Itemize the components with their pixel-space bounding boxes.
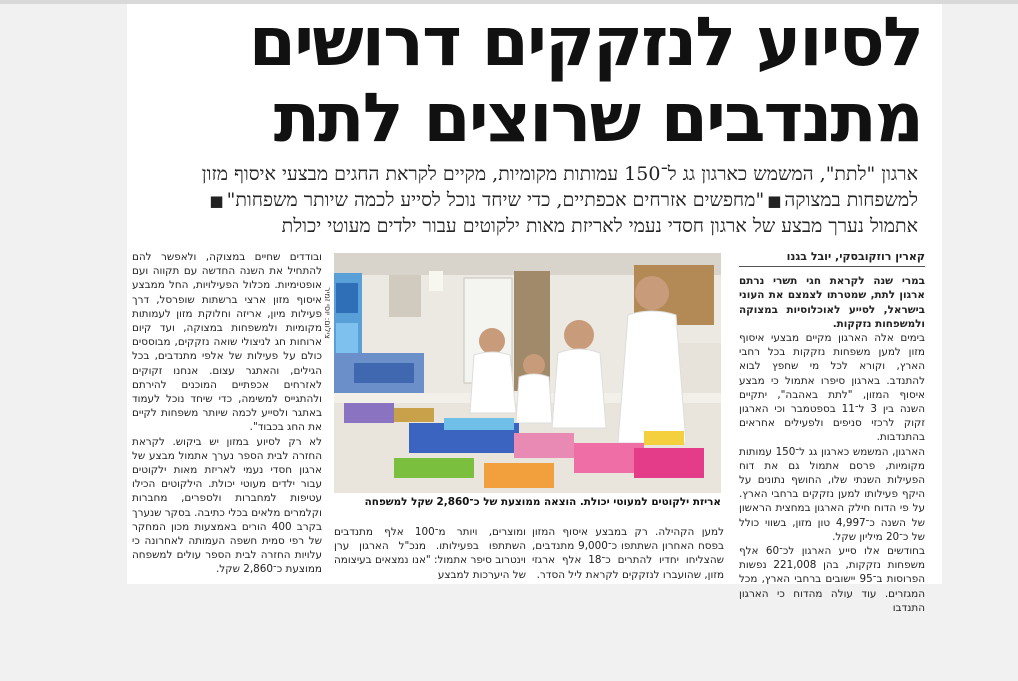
article-column-middle-right bbox=[532, 525, 724, 583]
photo-caption: אריזת ילקוטים למעוטי יכולת. הוצאה ממוצעת של כ־2,860 שקל למשפחה bbox=[364, 496, 721, 508]
photo-illustration bbox=[334, 253, 721, 493]
paragraph: ובודדים שחיים במצוקה, ולאפשר להם להתחיל את השנה החדשה עם תקווה ועם אופטימיות. מכלול הפעילויות, החל ממבצע איסוף מזון ארצי ברשתות שופרסל, דרך פעילות מיון, אריזה וחלוקת מזון לעמותות מקומיות ולמשפחות במצוקה, ועד קיום ארוחות חג לניצולי שואה נזקקים, מבוססים כולם על פעילות של אלפי מתנדבים, בכל הגילים, והאתגר עצום. אנחנו זקוקים לאזרחים אכפתיים המוכנים להירתם ולהתגייס למשימה, כדי שיחד נוכל לעמוד באתגר ולסייע לכמה שיותר משפחות לקיים את החג בכבוד". bbox=[132, 251, 322, 434]
bullet-square-icon: ■ bbox=[209, 192, 224, 210]
subheadline-line-2 bbox=[138, 188, 918, 214]
subheadline-part-a: למשפחות במצוקה bbox=[784, 189, 918, 211]
byline: קארין רוזקובסקי, יובל בגנו bbox=[739, 250, 925, 267]
paragraph: הארגון, המשמש כארגון גג ל־150 עמותות מקומיות, פרסם אתמול גם את דוח הפעילות השנתי שלו, החושף נתונים על היקף פעילותו למען נזקקים ברחבי הארץ. על פי הדוח חילק הארגון במחצית הראשון של השנה כ־4,997 טון מזון, בשווי כולל של כ־20 מיליון שקל. bbox=[739, 445, 926, 543]
article-column-middle-left bbox=[334, 525, 526, 583]
photo-credit bbox=[322, 253, 333, 373]
headline-line-2: מתנדבים שרוצים לתת bbox=[273, 79, 922, 158]
paragraph: בחודשים אלו סייע הארגון לכ־60 אלף משפחות נזקקות, בהן 221,008 נפשות הפרוסות ב־95 יישובים ברחבי הארץ, מכל המגזרים. עוד עולה מהדוח כי הארגון התנדבו bbox=[739, 545, 925, 614]
subheadline-part-b: "מחפשים אזרחים אכפתיים, כדי שיחד נוכל לסייע לכמה שיותר משפחות" bbox=[226, 189, 765, 211]
article-column-right bbox=[739, 250, 926, 614]
paragraph: למען הקהילה. רק במבצע איסוף המזון בפסח האחרון השתתפו כ־9,000 מתנדבים, שהצליחו יחדיו להתרים כ־18 אלף ארגזי מזון, שהועברו לנזקקים לקראת ליל הסדר. bbox=[532, 526, 724, 581]
headline-line-1: לסיוע לנזקקים דרושים bbox=[248, 3, 922, 82]
paragraph: בימים אלה הארגון מקיים מבצעי איסוף מזון למען משפחות נזקקות בכל רחבי הארץ, וקורא לכל מי שחפץ לבוא להתנדב. בארגון סיפרו אתמול כי מבצע איסוף המזון, "לתת באהבה", יתקיים השנה בין 3 ל־11 בספטמבר וכי הארגון זקוק לרכזי סניפים ולפעילים אחראים בהתנדבות. bbox=[739, 332, 925, 444]
paragraph: ומוצרים, ויותר מ־100 אלף מתנדבים השתתפו בפעילותו. מנכ"ל הארגון ערן וינטרוב סיפר אתמול: "אנו נמצאים בעיצומה של היערכות למבצע bbox=[334, 526, 526, 581]
article-photo bbox=[334, 253, 721, 493]
photo-credit-text: צילום: יוסי זמיר bbox=[323, 287, 332, 339]
lead-paragraph: במרי שנה לקראת חגי תשרי נרתם ארגון לתת, שמטרתו לצמצם את העוני בישראל, לסייע לאוכלוסיות במצוקה ולמשפחות נזקקות. bbox=[739, 275, 925, 330]
bullet-square-icon: ■ bbox=[767, 192, 782, 210]
subheadline-line-1: ארגון "לתת", המשמש כארגון גג ל־150 עמותות מקומיות, מקיים לקראת החגים מבצעי איסוף מזון bbox=[201, 163, 918, 185]
paragraph: לא רק לסיוע במזון יש ביקוש. לקראת החזרה לבית הספר נערך אתמול מבצע של ארגון חסדי נעמי לאריזת מאות ילקוטים עבור ילדים מעוטי יכולת. הילקוטים הכילו עטיפות למחברות ולספרים, מחברות וקלמרים מלאים בכלי כתיבה. בסקר שנערך בקרב 400 הורים באמצעות מכון המחקר של רפי סמית חשפה העמותה לאחרונה כי עלויות החזרה לבית הספר עולים למשפחה ממוצעת כ־2,860 שקל. bbox=[132, 435, 322, 576]
subheadline-line-3: אתמול נערך מבצע של ארגון חסדי נעמי לאריזת מאות ילקוטים עבור ילדים מעוטי יכולת bbox=[281, 215, 918, 237]
article-column-left bbox=[132, 250, 322, 582]
